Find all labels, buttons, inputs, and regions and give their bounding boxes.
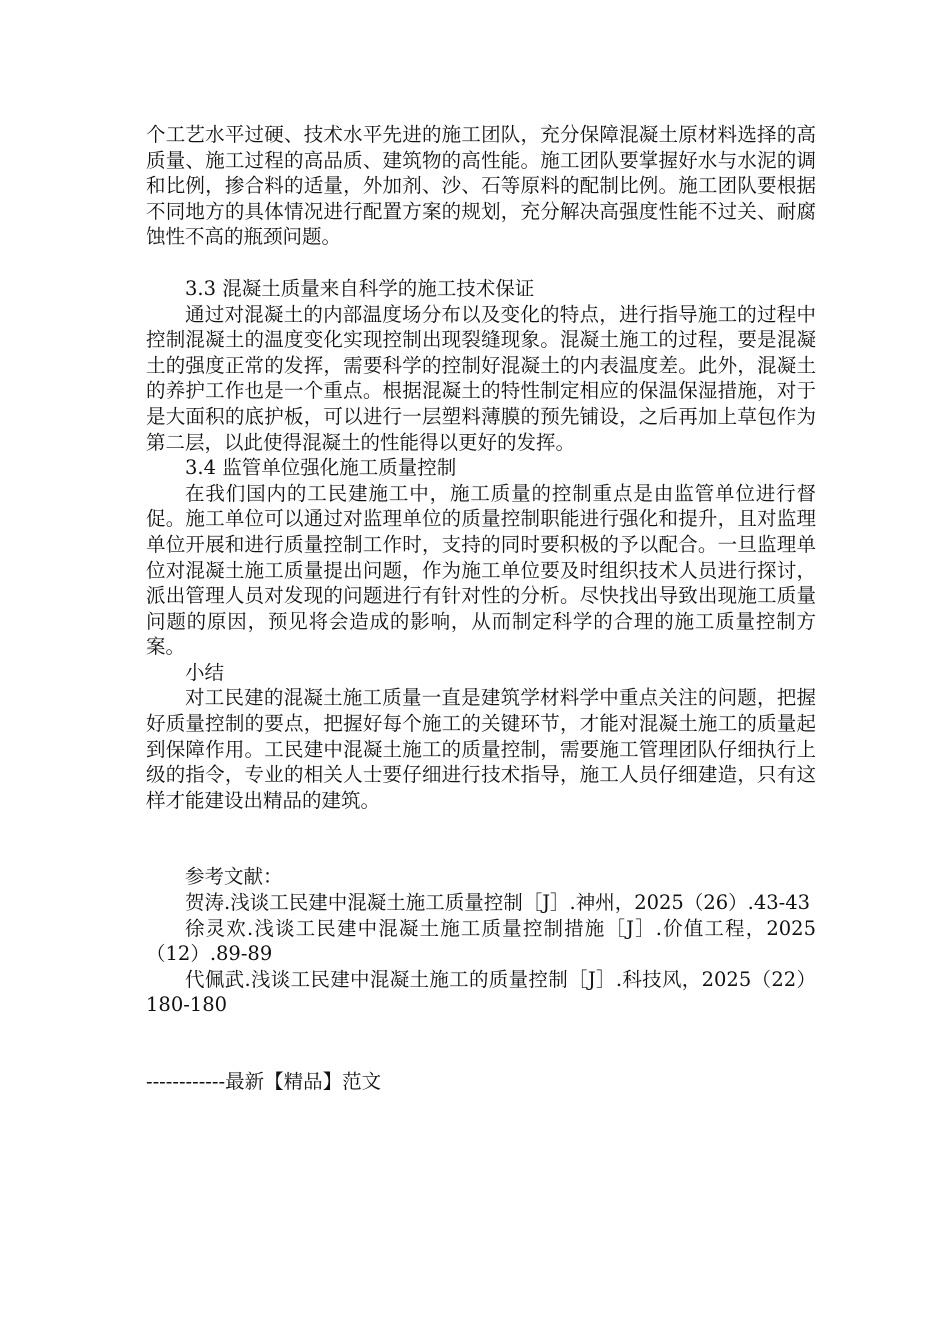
- paragraph-spacer: [146, 1018, 816, 1069]
- body-paragraph-summary: 对工民建的混凝土施工质量一直是建筑学材料学中重点关注的问题，把握好质量控制的要点，把握好每个施工的关键环节，才能对混凝土施工的质量起到保障作用。工民建中混凝土施工的质量控制，需要施工管理团队仔细执行上级的指令，专业的相关人士要仔细进行技术指导，施工人员仔细建造，只有这样才能建设出精品的建筑。: [146, 686, 816, 812]
- paragraph-spacer: [146, 813, 816, 864]
- reference-item-3: 代佩武.浅谈工民建中混凝土施工的质量控制［J］.科技风，2025（22）180-180: [146, 967, 816, 1017]
- body-paragraph-intro: 个工艺水平过硬、技术水平先进的施工团队，充分保障混凝土原材料选择的高质量、施工过程的高品质、建筑物的高性能。施工团队要掌握好水与水泥的调和比例，掺合料的适量，外加剂、沙、石等原料的配制比例。施工团队要根据不同地方的具体情况进行配置方案的规划，充分解决高强度性能不过关、耐腐蚀性不高的瓶颈问题。: [146, 123, 816, 249]
- body-paragraph-3-4: 在我们国内的工民建施工中，施工质量的控制重点是由监管单位进行督促。施工单位可以通过对监理单位的质量控制职能进行强化和提升，且对监理单位开展和进行质量控制工作时，支持的同时要积极的予以配合。一旦监理单位对混凝土施工质量提出问题，作为施工单位要及时组织技术人员进行探讨，派出管理人员对发现的问题进行有针对性的分析。尽快找出导致出现施工质量问题的原因，预见将会造成的影响，从而制定科学的合理的施工质量控制方案。: [146, 481, 816, 659]
- reference-item-2: 徐灵欢.浅谈工民建中混凝土施工质量控制措施［J］.价值工程，2025（12）.89-89: [146, 916, 816, 966]
- section-heading-summary: 小结: [185, 660, 225, 684]
- section-heading-3-3: 3.3 混凝土质量来自科学的施工技术保证: [185, 276, 535, 300]
- section-heading-3-4: 3.4 监管单位强化施工质量控制: [185, 456, 457, 480]
- body-paragraph-3-3: 通过对混凝土的内部温度场分布以及变化的特点，进行指导施工的过程中控制混凝土的温度变化实现控制出现裂缝现象。混凝土施工的过程，要是混凝土的强度正常的发挥，需要科学的控制好混凝土的内表温度差。此外，混凝土的养护工作也是一个重点。根据混凝土的特性制定相应的保温保湿措施，对于是大面积的底护板，可以进行一层塑料薄膜的预先铺设，之后再加上草包作为第二层，以此使得混凝土的性能得以更好的发挥。: [146, 302, 816, 454]
- paragraph-spacer: [146, 250, 816, 276]
- references-title: 参考文献：: [185, 865, 283, 889]
- document-page: [146, 122, 816, 1095]
- reference-item-1: 贺涛.浅谈工民建中混凝土施工质量控制［J］.神州，2025（26）.43-43: [185, 891, 811, 915]
- footer-banner: ------------最新【精品】范文: [146, 1070, 382, 1093]
